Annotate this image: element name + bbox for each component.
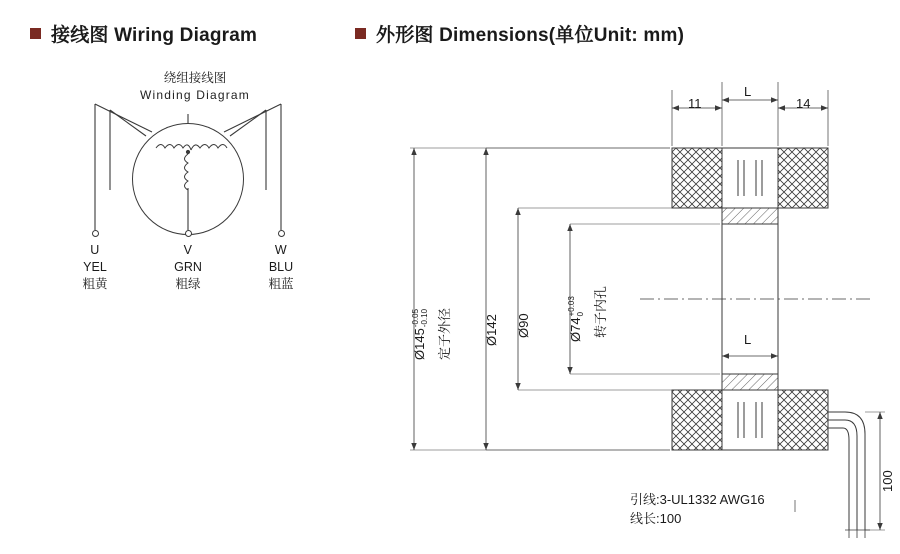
rotor-bore-label-cn: 转子内孔 [593,285,608,338]
lead-terminal-v: V [183,243,193,257]
bullet-icon [355,28,366,39]
width-label-14: 14 [796,96,811,111]
bullet-icon [30,28,41,39]
tolerance-74: +0.03 0 [567,296,585,317]
lead-length-label: 100 [880,470,895,492]
lead-color-cn-v: 粗绿 [175,277,201,291]
diameter-label-145: Ø145 -0.05 -0.10 [411,308,429,360]
winding-title-cn: 绕组接线图 [163,71,227,85]
diameter-label-90: Ø90 [516,313,531,338]
lead-terminal-w: W [274,243,288,257]
diameter-label-142: Ø142 [484,314,499,346]
note-lead-length: 线长:100 [630,511,682,526]
lead-label-w [251,242,311,293]
width-label-L: L [744,84,752,99]
tolerance-145: -0.05 -0.10 [411,308,429,328]
terminal-dot-w [278,230,285,237]
width-label-11: 11 [688,96,702,111]
lead-color-code-u: YEL [83,260,107,274]
terminal-dot-u [92,230,99,237]
stator-od-label-cn: 定子外径 [437,307,452,360]
lead-label-u [65,242,125,293]
lead-color-code-v: GRN [174,260,202,274]
lead-color-cn-w: 粗蓝 [268,277,294,291]
lead-label-v [158,242,218,293]
wiring-diagram-heading-text: 接线图 Wiring Diagram [51,25,258,46]
lead-terminal-u: U [90,243,100,257]
terminal-dot-v [185,230,192,237]
lead-color-code-w: BLU [268,260,294,274]
wiring-diagram-panel [60,70,330,310]
dimensions-heading-text: 外形图 Dimensions(单位Unit: mm) [376,25,685,46]
stator-circle [132,123,244,235]
winding-title-en: Winding Diagram [139,88,251,102]
lead-color-cn-u: 粗黄 [82,277,108,291]
dimension-drawing [340,60,885,540]
inner-L-label: L [744,332,752,347]
diameter-label-74: Ø74 +0.03 0 [567,296,585,342]
wiring-diagram-heading [30,20,257,47]
note-lead-spec: 引线:3-UL1332 AWG16 [630,492,765,507]
dimension-drawing-panel [340,60,895,540]
dimensions-heading [355,20,684,47]
